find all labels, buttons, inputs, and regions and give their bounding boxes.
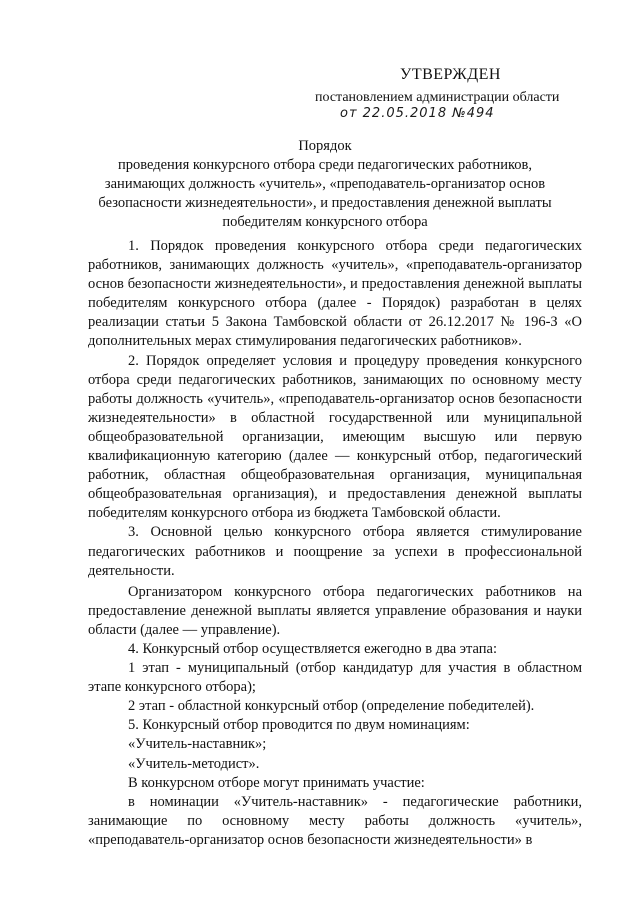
paragraph-1: 1. Порядок проведения конкурсного отбора среди педагогических работников, занимающих должность «учитель», «преподаватель-организатор основ безопасности жизнедеятельности», и предоставления денежной выплаты победителям конкурсного отбора (далее - Порядок) разработан в целях реализации статьи 5 Закона Тамбовской области от 26.12.2017 № 196-З «О дополнительных мерах стимулирования педагогических работников». [88,238,582,350]
paragraph-stage-2: 2 этап - областной конкурсный отбор (определение победителей). [128,698,535,715]
paragraph-5: 5. Конкурсный отбор проводится по двум номинациям: [128,717,470,734]
paragraph-participants: В конкурсном отборе могут принимать участие: [128,774,425,791]
paragraph-3: 3. Основной целью конкурсного отбора является стимулирование педагогических работников и поощрение за успехи в профессиональной деятельности. [88,524,582,579]
nomination-mentor: «Учитель-наставник»; [128,736,267,753]
approval-date-number: от 22.05.2018 №494 [340,106,495,121]
paragraph-stage-1: 1 этап - муниципальный (отбор кандидатур для участия в областном этапе конкурсного отбора); [88,660,582,696]
approval-line: постановлением администрации области [315,90,560,105]
heading-line-1: Порядок [298,138,352,154]
paragraph-organizer: Организатором конкурсного отбора педагогических работников на предоставление денежной выплаты является управление образования и науки области (далее — управление). [88,583,582,638]
paragraph-mentor-nomination: в номинации «Учитель-наставник» - педагогические работники, занимающие по основному месту работы должность «учитель», «преподаватель-организатор основ безопасности жизнедеятельности» в [88,793,582,848]
heading-line-2: проведения конкурсного отбора среди педагогических работников, [117,157,533,173]
approval-stamp [315,66,585,121]
document-heading [90,137,560,232]
paragraph-2: 2. Порядок определяет условия и процедуру проведения конкурсного отбора среди педагогических работников, занимающих по основному месту работы должность «учитель», «преподаватель-организатор основ безопасности жизнедеятельности» в областной государственной или муниципальной общеобразовательной организации, имеющим высшую или первую квалификационную категорию (далее — конкурсный отбор, педагогический работник, областная общеобразовательная организация, муниципальная общеобразовательная организация), и предоставления денежной выплаты победителям конкурсного отбора из бюджета Тамбовской области. [88,352,582,522]
document-body [88,237,582,850]
heading-line-5: победителям конкурсного отбора [222,214,428,230]
heading-line-3: занимающих должность «учитель», «преподаватель-организатор основ [104,176,546,192]
approval-title: УТВЕРЖДЕН [400,66,501,83]
nomination-methodist: «Учитель-методист». [128,755,260,772]
heading-line-4: безопасности жизнедеятельности», и предоставления денежной выплаты [98,195,552,211]
paragraph-4: 4. Конкурсный отбор осуществляется ежегодно в два этапа: [128,640,497,657]
